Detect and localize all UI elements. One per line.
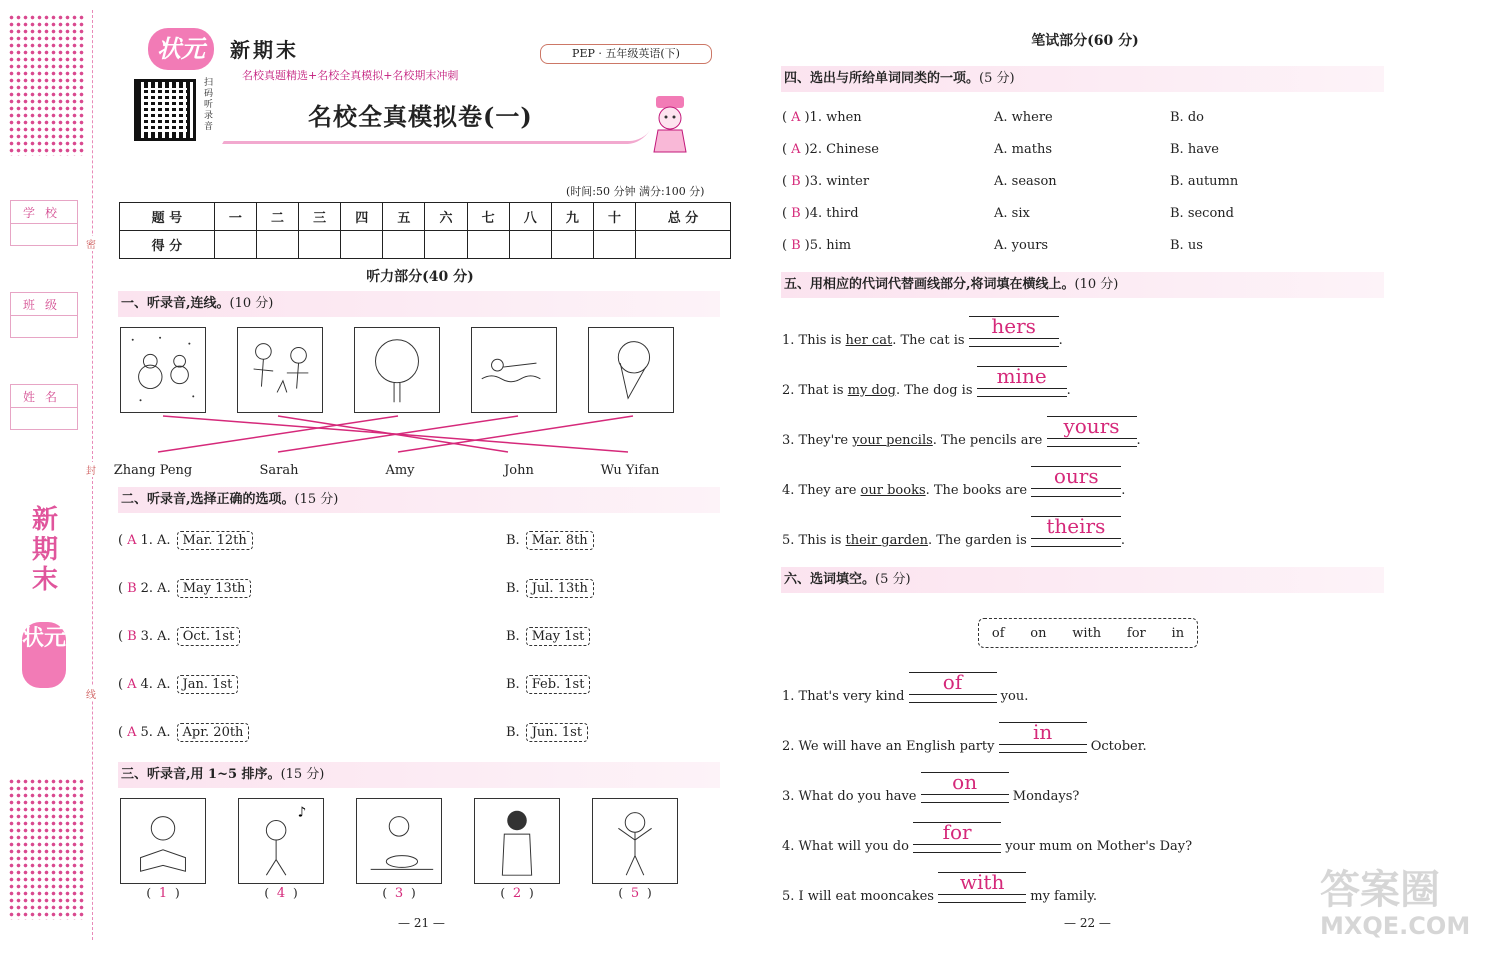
option-b[interactable]: Mar. 8th (526, 531, 594, 550)
s2-question-row (118, 675, 238, 694)
snow-picture (120, 327, 206, 413)
s4-question-row: ( A )2. Chinese (782, 142, 879, 157)
option-b[interactable]: B. second (1170, 206, 1234, 221)
underlined-phrase: her cat (845, 333, 893, 348)
option-a[interactable]: A. season (994, 174, 1057, 189)
paren-open: ( (118, 533, 124, 548)
answer-mark: B (127, 581, 137, 596)
s2-option-b-row (506, 675, 590, 694)
score-header-cell: 四 (341, 203, 383, 231)
option-b[interactable]: Jul. 13th (526, 579, 594, 598)
s2-option-b-row (506, 627, 590, 646)
section-2-title: 二、听录音,选择正确的选项。(15 分) (118, 487, 720, 513)
sentence-end: . (1058, 333, 1063, 348)
answer-mark: A (791, 142, 801, 157)
order-answer-value: 1 (158, 886, 168, 901)
section-4-title: 四、选出与所给单词同类的一项。(5 分) (781, 66, 1384, 92)
brand-slogan: 名校真题精选+名校全真模拟+名校期末冲刺 (242, 69, 459, 82)
given-word: 5. him (809, 238, 852, 253)
option-a[interactable]: A. six (994, 206, 1030, 221)
page-title: 名校全真模拟卷(一) (308, 102, 533, 131)
sentence-end: you. (996, 689, 1029, 704)
seal-text-feng: 封 (86, 462, 96, 477)
school-field[interactable] (10, 200, 78, 246)
time-info: (时间:50 分钟 满分:100 分) (566, 185, 705, 198)
word-bank-item: for (1126, 625, 1146, 641)
given-word: 4. third (809, 206, 859, 221)
answer-mark: A (127, 725, 137, 740)
s4-question-row: ( A )1. when (782, 110, 862, 125)
question-number: 5. A. (140, 725, 171, 740)
option-a[interactable]: Jan. 1st (177, 675, 239, 694)
mascot-icon (648, 94, 692, 156)
blank-answer: of (942, 670, 963, 694)
option-b-label: B. (506, 629, 520, 644)
decor-dots-top (8, 14, 84, 156)
option-b-label: B. (506, 677, 520, 692)
score-label-cell: 得 分 (120, 231, 215, 259)
underlined-phrase: your pencils (852, 433, 933, 448)
score-input-cell[interactable] (256, 231, 298, 259)
underlined-phrase: their garden (845, 533, 928, 548)
order-answer-value: 5 (630, 886, 640, 901)
option-b[interactable]: May 1st (526, 627, 591, 646)
score-header-cell: 题 号 (120, 203, 215, 231)
blank-answer: ours (1053, 464, 1099, 488)
word-bank-item: of (991, 625, 1005, 641)
student-name: Wu Yifan (600, 463, 660, 478)
answer-mark: A (791, 110, 801, 125)
blank-answer: for (942, 820, 972, 844)
sentence-middle: . The books are (925, 483, 1032, 498)
sentence-start: 3. They're (782, 433, 853, 448)
sentence-start: 1. That's very kind (782, 689, 909, 704)
exercise-picture (592, 798, 678, 884)
eating-picture (356, 798, 442, 884)
s2-question-row (118, 531, 253, 550)
qr-code-icon[interactable] (134, 79, 196, 141)
option-a[interactable]: A. yours (994, 238, 1049, 253)
fill-blank[interactable] (1031, 464, 1121, 498)
s5-question-row (782, 414, 1141, 448)
s6-question-row (782, 870, 1097, 904)
option-b[interactable]: B. us (1170, 238, 1203, 253)
sidebar-logo: 状元 (22, 622, 66, 688)
score-header-cell: 二 (256, 203, 298, 231)
planting-picture (237, 327, 323, 413)
swimming-picture (471, 327, 557, 413)
score-input-cell[interactable] (467, 231, 509, 259)
score-header-cell: 六 (425, 203, 467, 231)
s2-option-b-row (506, 531, 594, 550)
student-name: John (504, 463, 534, 478)
s2-question-row (118, 723, 249, 742)
given-word: 1. when (809, 110, 862, 125)
fill-blank[interactable] (969, 314, 1059, 348)
page-number-left: — 21 — (398, 916, 445, 930)
word-bank-item: in (1171, 625, 1185, 641)
option-b-label: B. (506, 533, 520, 548)
option-a[interactable]: Apr. 20th (177, 723, 250, 742)
sentence-end: Mondays? (1008, 789, 1080, 804)
score-header-cell: 十 (593, 203, 635, 231)
listening-heading: 听力部分(40 分) (366, 269, 474, 285)
sentence-start: 4. They are (782, 483, 861, 498)
section-6-title: 六、选词填空。(5 分) (781, 567, 1384, 593)
sentence-end: your mum on Mother's Day? (1001, 839, 1193, 854)
s2-question-row (118, 579, 251, 598)
score-input-cell[interactable] (636, 231, 731, 259)
fill-blank[interactable] (1031, 514, 1121, 548)
answer-mark: B (127, 629, 137, 644)
word-bank (978, 618, 1198, 648)
s4-question-row: ( B )5. him (782, 238, 852, 253)
brand-logo: 状元 (148, 28, 214, 70)
s5-question-row (782, 514, 1125, 548)
student-name: Amy (385, 463, 415, 478)
scan-hint: 扫码听录音 (204, 78, 214, 132)
s6-question-row (782, 720, 1147, 754)
order-answer: ( 5 ) (618, 886, 652, 901)
svg-text:♪: ♪ (297, 804, 307, 821)
word-bank-item: with (1072, 625, 1102, 641)
score-header-cell: 五 (383, 203, 425, 231)
grade-tag: PEP · 五年级英语(下) (540, 44, 712, 64)
watermark: 答案圈 MXQE.COM (1320, 867, 1471, 940)
sentence-start: 3. What do you have (782, 789, 921, 804)
answer-mark: A (127, 677, 137, 692)
brand-name: 新期末 (230, 38, 299, 62)
underlined-phrase: my dog (847, 383, 896, 398)
student-name: Zhang Peng (113, 463, 193, 478)
score-input-cell[interactable] (509, 231, 551, 259)
class-label: 班级 (23, 298, 68, 312)
fill-blank[interactable] (921, 770, 1009, 804)
s2-question-row (118, 627, 240, 646)
sentence-end: . (1136, 433, 1141, 448)
sentence-start: 5. This is (782, 533, 846, 548)
order-answer: ( 2 ) (500, 886, 534, 901)
question-number: 2. A. (140, 581, 171, 596)
option-b-label: B. (506, 725, 520, 740)
blank-answer: with (959, 870, 1005, 894)
sentence-middle: . The cat is (892, 333, 969, 348)
order-answer: ( 3 ) (382, 886, 416, 901)
fill-blank[interactable] (938, 870, 1026, 904)
sentence-end: . (1066, 383, 1071, 398)
answer-mark: A (127, 533, 137, 548)
fill-blank[interactable] (1047, 414, 1137, 448)
s5-question-row (782, 364, 1071, 398)
sentence-end: my family. (1026, 889, 1097, 904)
page-number-right: — 22 — (1064, 916, 1111, 930)
given-word: 2. Chinese (809, 142, 879, 157)
sentence-start: 5. I will eat mooncakes (782, 889, 939, 904)
score-input-cell[interactable] (425, 231, 467, 259)
order-answer: ( 4 ) (264, 886, 298, 901)
score-input-cell[interactable] (383, 231, 425, 259)
s5-question-row (782, 314, 1063, 348)
option-b[interactable]: Jun. 1st (526, 723, 588, 742)
fill-blank[interactable] (909, 670, 997, 704)
s2-option-b-row (506, 579, 594, 598)
score-header-cell: 七 (467, 203, 509, 231)
given-word: 3. winter (809, 174, 870, 189)
sentence-start: 2. We will have an English party (782, 739, 999, 754)
option-a[interactable]: A. maths (994, 142, 1052, 157)
underlined-phrase: our books (860, 483, 926, 498)
blank-answer: mine (996, 364, 1047, 388)
option-b-label: B. (506, 581, 520, 596)
score-header-cell: 一 (214, 203, 256, 231)
question-number: 4. A. (140, 677, 171, 692)
score-table (119, 202, 731, 259)
answer-mark: B (791, 174, 801, 189)
seal-text-mi: 密 (86, 236, 96, 251)
sentence-end: . (1121, 483, 1126, 498)
section-5-title: 五、用相应的代词代替画线部分,将词填在横线上。(10 分) (781, 272, 1384, 298)
s5-question-row (782, 464, 1125, 498)
blank-answer: theirs (1046, 514, 1106, 538)
score-input-cell[interactable] (341, 231, 383, 259)
decor-dots-bottom (8, 778, 84, 920)
option-b[interactable]: B. do (1170, 110, 1204, 125)
answer-mark: B (791, 238, 801, 253)
order-answer-value: 3 (394, 886, 404, 901)
order-answer-value: 2 (512, 886, 522, 901)
option-b[interactable]: B. have (1170, 142, 1219, 157)
paren-open: ( (118, 581, 124, 596)
name-label: 姓名 (23, 390, 68, 404)
s2-option-b-row (506, 723, 588, 742)
sentence-end: . (1120, 533, 1126, 548)
score-header-cell: 九 (551, 203, 593, 231)
writing-heading: 笔试部分(60 分) (1031, 33, 1139, 49)
option-a[interactable]: May 13th (177, 579, 252, 598)
sidebar-brand: 新期末 (31, 505, 58, 595)
sentence-start: 1. This is (782, 333, 846, 348)
class-field[interactable] (10, 292, 78, 338)
s6-question-row (782, 820, 1192, 854)
seal-text-xian: 线 (86, 686, 96, 701)
teacher-picture (474, 798, 560, 884)
order-answer-value: 4 (276, 886, 286, 901)
name-field[interactable] (10, 384, 78, 430)
option-b[interactable]: B. autumn (1170, 174, 1239, 189)
score-input-cell[interactable] (551, 231, 593, 259)
paren-open: ( (118, 629, 124, 644)
fill-blank[interactable] (977, 364, 1067, 398)
blank-answer: in (1032, 720, 1053, 744)
paren-open: ( (118, 677, 124, 692)
paren-open: ( (118, 725, 124, 740)
question-number: 1. A. (140, 533, 171, 548)
blank-answer: hers (991, 314, 1036, 338)
score-input-cell[interactable] (299, 231, 341, 259)
order-answer: ( 1 ) (146, 886, 180, 901)
blank-answer: on (952, 770, 978, 794)
s6-question-row (782, 770, 1079, 804)
sentence-middle: . The garden is (927, 533, 1031, 548)
sentence-start: 2. That is (782, 383, 848, 398)
option-a[interactable]: A. where (994, 110, 1053, 125)
matching-lines (118, 412, 718, 460)
sentence-middle: . The dog is (895, 383, 977, 398)
sentence-end: October. (1086, 739, 1147, 754)
score-input-cell[interactable] (214, 231, 256, 259)
sentence-middle: . The pencils are (932, 433, 1047, 448)
s4-question-row: ( B )3. winter (782, 174, 870, 189)
question-number: 3. A. (140, 629, 171, 644)
fill-blank[interactable] (913, 820, 1001, 854)
section-1-title: 一、听录音,连线。(10 分) (118, 291, 720, 317)
score-header-cell: 八 (509, 203, 551, 231)
icecream-picture (588, 327, 674, 413)
answer-mark: B (791, 206, 801, 221)
decor-swoosh (222, 130, 650, 144)
score-header-cell: 三 (299, 203, 341, 231)
student-name: Sarah (259, 463, 299, 478)
reading-picture (120, 798, 206, 884)
score-header-cell: 总 分 (636, 203, 731, 231)
word-bank-item: on (1030, 625, 1047, 641)
sentence-start: 4. What will you do (782, 839, 914, 854)
section-3-title: 三、听录音,用 1~5 排序。(15 分) (118, 762, 720, 788)
tree-picture (354, 327, 440, 413)
school-label: 学校 (23, 206, 68, 220)
score-input-cell[interactable] (593, 231, 635, 259)
option-a[interactable]: Mar. 12th (177, 531, 253, 550)
option-b[interactable]: Feb. 1st (526, 675, 591, 694)
option-a[interactable]: Oct. 1st (177, 627, 241, 646)
fill-blank[interactable] (999, 720, 1087, 754)
s4-question-row: ( B )4. third (782, 206, 859, 221)
s6-question-row (782, 670, 1028, 704)
music-picture (238, 798, 324, 884)
blank-answer: yours (1063, 414, 1120, 438)
